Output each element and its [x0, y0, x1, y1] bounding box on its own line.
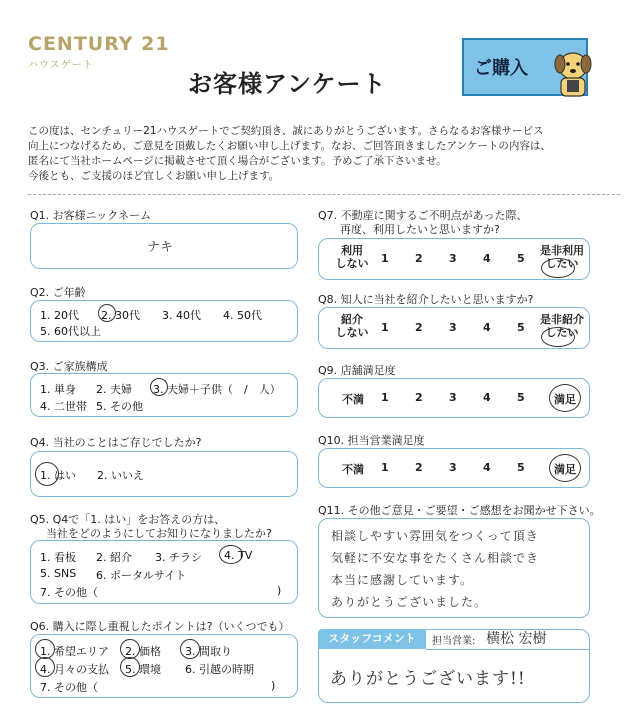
q10-scale-box — [318, 448, 590, 488]
q5-label-1: Q5. Q4で「1. はい」をお答えの方は、 — [30, 513, 226, 526]
q2-option-2[interactable]: 2. 30代 — [101, 309, 140, 322]
q10-scale-2[interactable]: 2 — [415, 461, 423, 474]
q8-scale-box — [318, 307, 590, 349]
q10-scale-4[interactable]: 4 — [483, 461, 491, 474]
q1-answer-box[interactable] — [30, 223, 298, 269]
q2-option-3[interactable]: 3. 40代 — [162, 309, 201, 322]
q6-option-7-close: ) — [271, 679, 276, 692]
q4-label: Q4. 当社のことはご存じでしたか? — [30, 436, 202, 449]
q4-options-box — [30, 451, 298, 497]
q9-scale-5[interactable]: 5 — [517, 391, 525, 404]
q10-scale-3[interactable]: 3 — [449, 461, 457, 474]
q8-scale-5[interactable]: 5 — [517, 321, 525, 334]
sales-rep-label: 担当営業: — [432, 636, 476, 647]
q9-scale-1[interactable]: 1 — [381, 391, 389, 404]
selected-mark — [219, 545, 243, 564]
q8-scale-1[interactable]: 1 — [381, 321, 389, 334]
q2-option-4[interactable]: 4. 50代 — [223, 309, 262, 322]
q9-scale-4[interactable]: 4 — [483, 391, 491, 404]
q7-scale-5[interactable]: 5 — [517, 252, 525, 265]
selected-mark — [98, 304, 116, 322]
selected-mark — [35, 639, 55, 659]
q8-scale-3[interactable]: 3 — [449, 321, 457, 334]
q11-answer-box[interactable] — [318, 518, 590, 618]
q10-label: Q10. 担当営業満足度 — [318, 434, 425, 447]
q3-option-3[interactable]: 3. 夫婦＋子供（ / 人） — [153, 383, 281, 396]
purchase-tag — [462, 38, 588, 96]
q6-option-4[interactable]: 4. 月々の支払 — [40, 663, 109, 676]
q6-label: Q6. 購入に際し重視したポイントは?（いくつでも） — [30, 620, 290, 633]
q5-option-1[interactable]: 1. 看板 — [40, 551, 76, 564]
selected-mark — [120, 657, 140, 677]
q6-options-box — [30, 634, 298, 698]
selected-mark — [150, 378, 168, 396]
q9-scale-box — [318, 378, 590, 418]
q6-option-2[interactable]: 2. 価格 — [125, 645, 161, 658]
q5-option-7[interactable]: 7. その他（ — [40, 586, 98, 599]
q10-scale-1[interactable]: 1 — [381, 461, 389, 474]
q7-label-2: 再度、利用したいと思いますか? — [340, 223, 500, 236]
logo-subtext: ハウスゲート — [28, 60, 94, 71]
q6-option-1[interactable]: 1. 希望エリア — [40, 645, 109, 658]
q9-label: Q9. 店舗満足度 — [318, 364, 396, 377]
q10-high-label[interactable]: 満足 — [554, 463, 576, 476]
selected-mark — [549, 454, 581, 482]
q10-low-label: 不満 — [342, 463, 364, 476]
q3-options-box — [30, 373, 298, 417]
q7-scale-2[interactable]: 2 — [415, 252, 423, 265]
divider — [28, 194, 620, 195]
q4-option-2[interactable]: 2. いいえ — [97, 469, 144, 482]
q5-option-7-close: ) — [277, 584, 282, 597]
q6-option-3[interactable]: 3. 間取り — [185, 645, 232, 658]
q7-label-1: Q7. 不動産に関するご不明点があった際、 — [318, 209, 528, 222]
selected-mark — [35, 462, 59, 486]
q8-scale-2[interactable]: 2 — [415, 321, 423, 334]
q11-label: Q11. その他ご意見・ご要望・ご感想をお聞かせ下さい。 — [318, 504, 601, 517]
q2-options-box — [30, 300, 298, 342]
q1-label: Q1. お客様ニックネーム — [30, 209, 152, 222]
q7-high-label[interactable]: 是非利用 したい — [540, 244, 584, 270]
q2-label: Q2. ご年齢 — [30, 286, 86, 299]
staff-comment-text: ありがとうございます!! — [330, 669, 526, 689]
q7-scale-1[interactable]: 1 — [381, 252, 389, 265]
selected-mark — [541, 327, 575, 347]
q9-high-label[interactable]: 満足 — [554, 393, 576, 406]
q5-option-2[interactable]: 2. 紹介 — [96, 551, 132, 564]
q9-scale-3[interactable]: 3 — [449, 391, 457, 404]
q6-option-5[interactable]: 5. 環境 — [125, 663, 161, 676]
purchase-tag-label: ご購入 — [474, 58, 528, 79]
q5-option-3[interactable]: 3. チラシ — [155, 551, 202, 564]
q5-options-box — [30, 540, 298, 604]
q5-option-4[interactable]: 4. TV — [224, 549, 253, 562]
q9-scale-2[interactable]: 2 — [415, 391, 423, 404]
selected-mark — [35, 657, 55, 677]
q7-low-label: 利用 しない — [335, 244, 369, 270]
selected-mark — [180, 639, 200, 659]
q8-scale-4[interactable]: 4 — [483, 321, 491, 334]
selected-mark — [120, 639, 140, 659]
sales-rep-name: 横松 宏樹 — [486, 631, 547, 647]
q6-option-7[interactable]: 7. その他（ — [40, 681, 98, 694]
q8-low-label: 紹介 しない — [335, 313, 369, 339]
q5-label-2: 当社をどのようにしてお知りになりましたか? — [46, 527, 272, 540]
q3-option-2[interactable]: 2. 夫婦 — [96, 383, 132, 396]
q11-answer: 相談しやすい雰囲気をつくって頂き 気軽に不安な事をたくさん相談でき 本当に感謝しています。 ありがとうございました。 — [331, 529, 540, 609]
q7-scale-3[interactable]: 3 — [449, 252, 457, 265]
q10-scale-5[interactable]: 5 — [517, 461, 525, 474]
q6-option-6[interactable]: 6. 引越の時期 — [185, 663, 254, 676]
q3-option-4[interactable]: 4. 二世帯 — [40, 400, 87, 413]
selected-mark — [549, 384, 581, 412]
logo-text: CENTURY 21 — [28, 33, 170, 55]
q2-option-5[interactable]: 5. 60代以上 — [40, 325, 101, 338]
q7-scale-box — [318, 238, 590, 280]
staff-comment-label: スタッフコメント — [318, 629, 426, 649]
q5-option-5[interactable]: 5. SNS — [40, 567, 77, 580]
q5-option-6[interactable]: 6. ポータルサイト — [96, 569, 187, 582]
q4-option-1[interactable]: 1. はい — [40, 469, 76, 482]
q9-low-label: 不満 — [342, 393, 364, 406]
q8-label: Q8. 知人に当社を紹介したいと思いますか? — [318, 293, 534, 306]
q7-scale-4[interactable]: 4 — [483, 252, 491, 265]
q1-answer: ナキ — [147, 240, 174, 255]
page-title: お客様アンケート — [188, 70, 387, 98]
intro-text: この度は、センチュリー21ハウスゲートでご契約頂き、誠にありがとうございます。さらなるお客様サービス 向上につなげるため、ご意見を頂戴したくお願い申し上げます。なお、ご回答頂きましたアンケートの内容は、 匿名にて当社ホームページに掲載させて頂く場合がございます。予めご了承下さいませ。 今後とも、ご支援のほど宜しくお願い申し上げます。 — [28, 125, 551, 182]
dog-mascot-icon — [550, 44, 596, 100]
divider — [426, 649, 590, 650]
q3-option-5[interactable]: 5. その他 — [96, 400, 143, 413]
selected-mark — [541, 258, 575, 278]
q8-high-label[interactable]: 是非紹介 したい — [540, 313, 584, 339]
q2-option-1[interactable]: 1. 20代 — [40, 309, 79, 322]
q3-label: Q3. ご家族構成 — [30, 360, 108, 373]
q3-option-1[interactable]: 1. 単身 — [40, 383, 76, 396]
